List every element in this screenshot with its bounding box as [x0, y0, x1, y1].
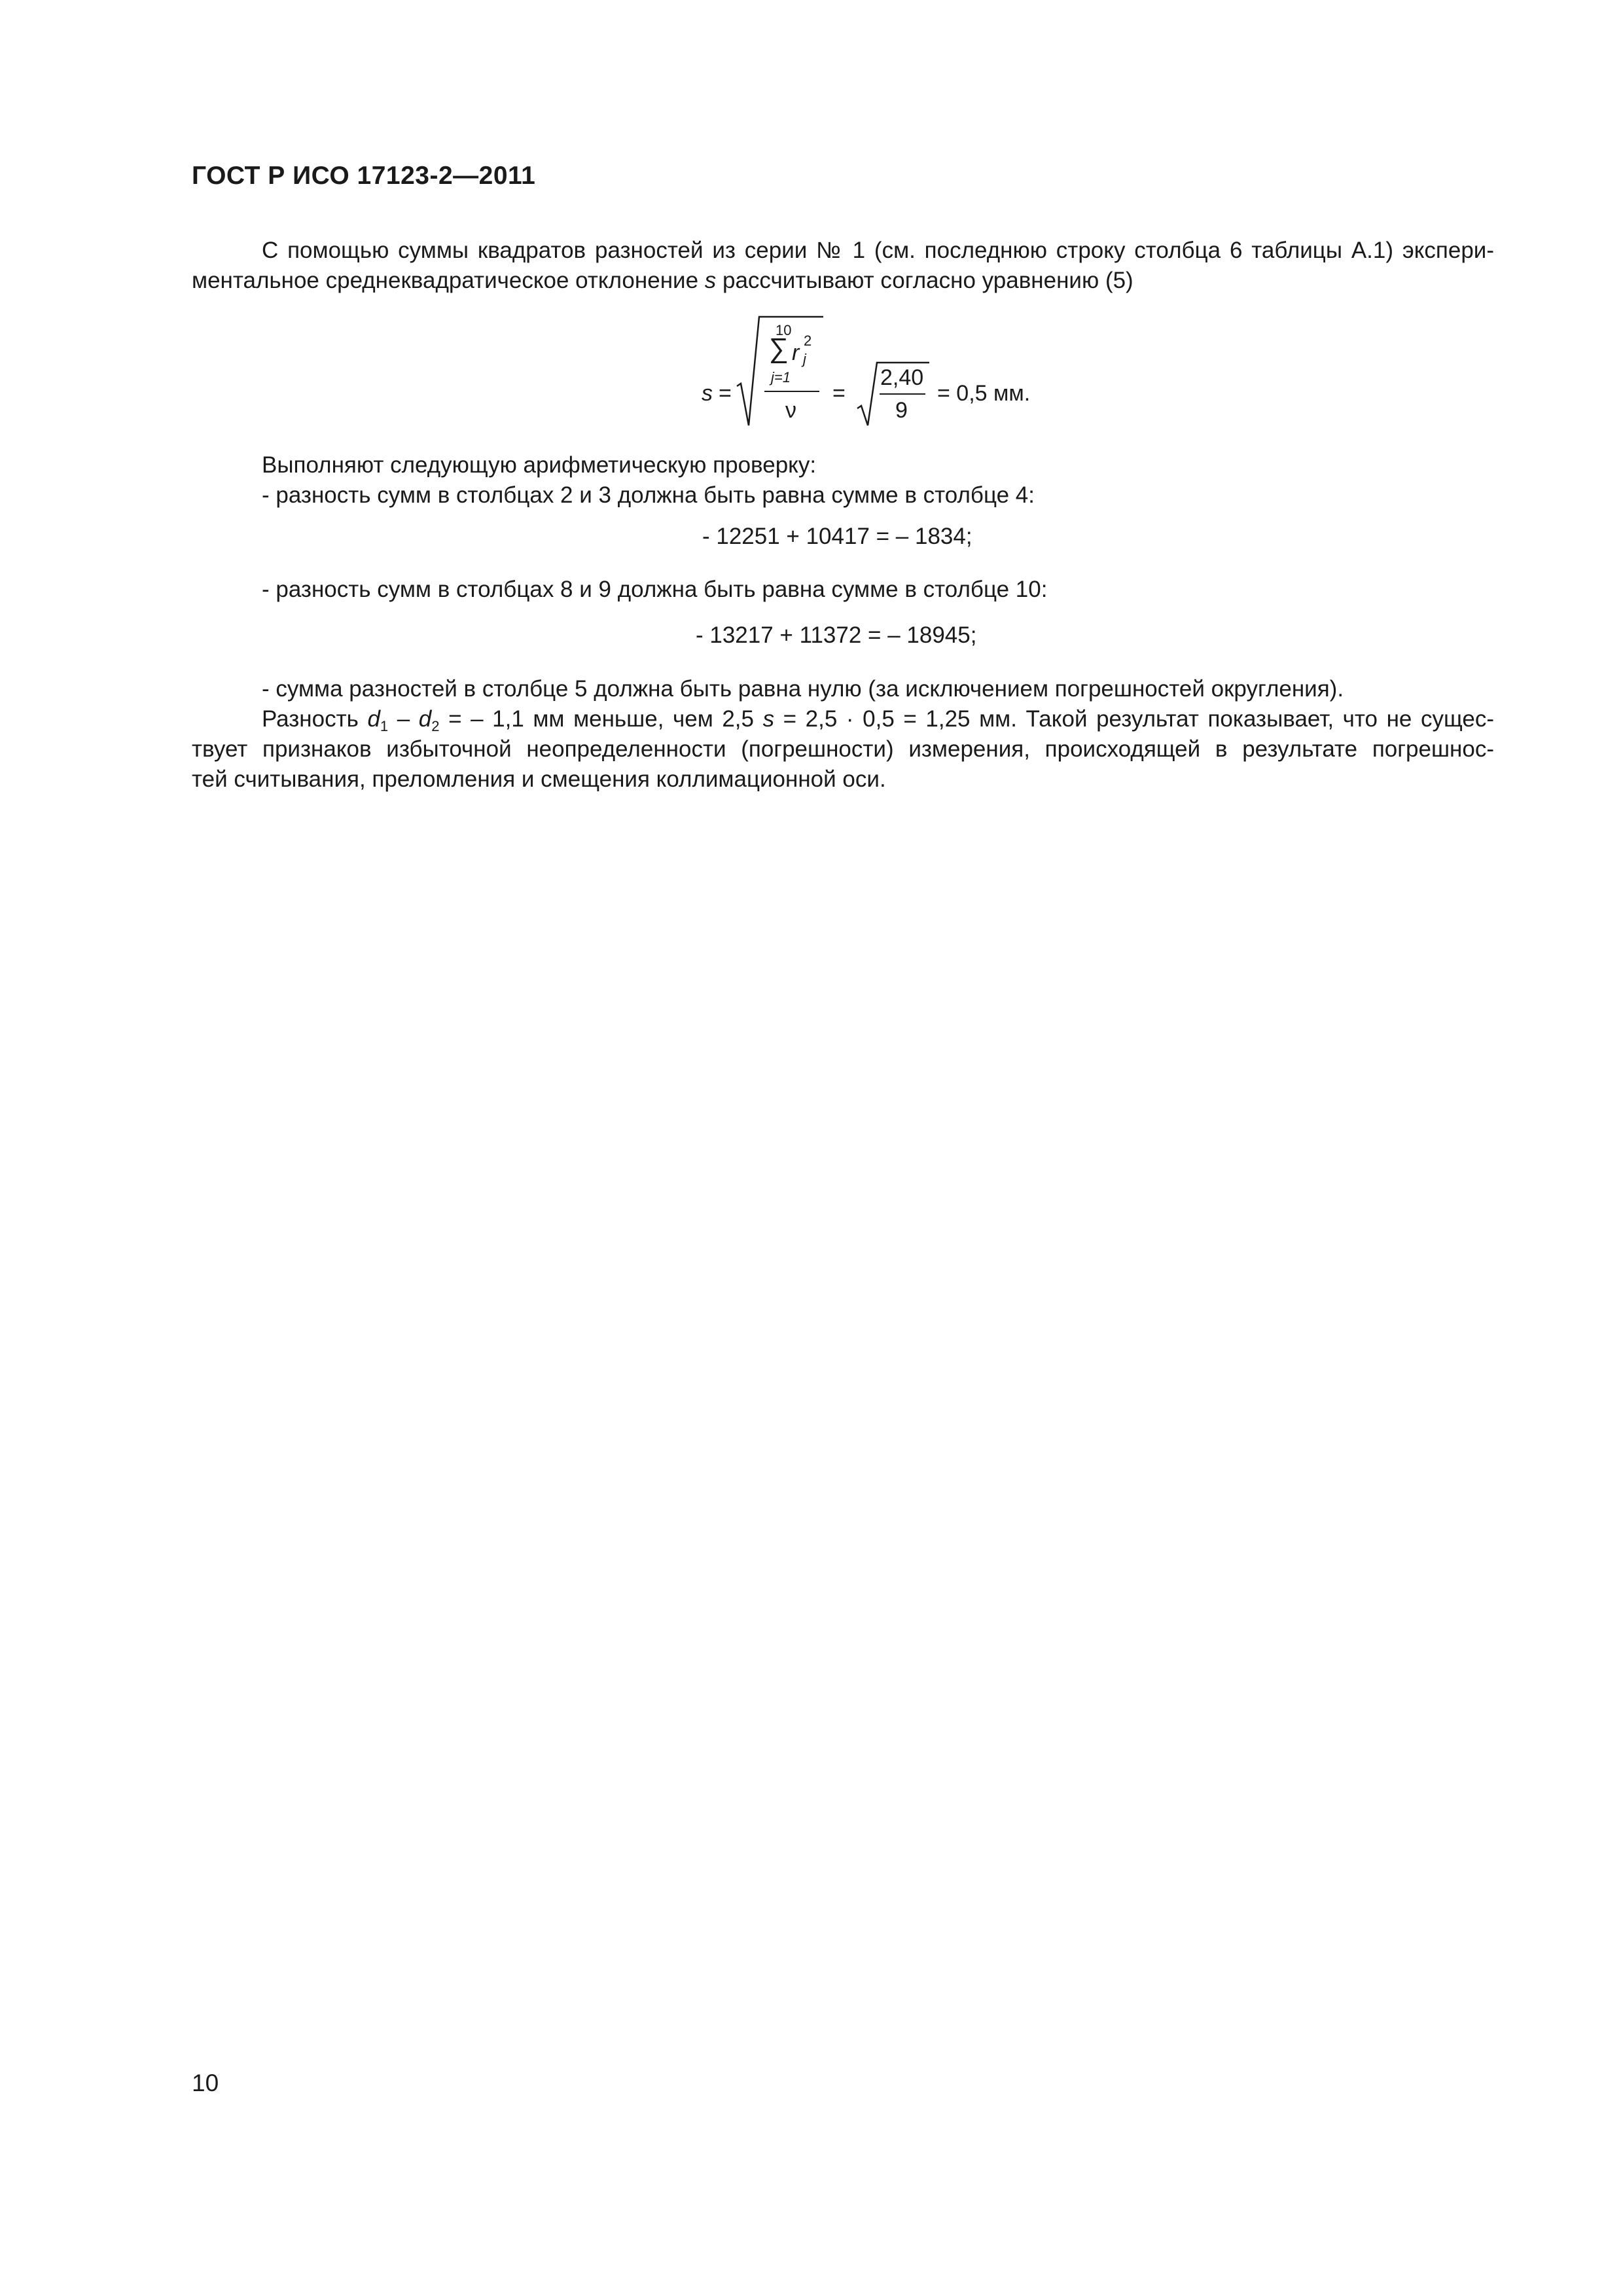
paragraph-check-line1: Выполняют следующую арифметическую проверку:: [262, 452, 817, 478]
formula-denominator-2: 9: [895, 398, 908, 423]
equation-1: - 12251 + 10417 = – 1834;: [702, 524, 972, 549]
formula-radicals: [681, 313, 1073, 431]
sum-lower-limit: j=1: [771, 369, 791, 386]
paragraph-conclusion-line1: - сумма разностей в столбце 5 должна быть равна нулю (за исключением погрешностей округления).: [262, 676, 1344, 702]
paragraph-conclusion-line3: твует признаков избыточной неопределенности (погрешности) измерения, происходящей в результате погрешнос-: [192, 736, 1494, 762]
sum-symbol: ∑: [769, 332, 789, 363]
paragraph-conclusion-line2: Разность $d_1 - d_2$ = – 1,1 мм меньше, чем 2,5 s = 2,5 · 0,5 = 1,25 мм. Такой результат показывает, что не сущес-: [262, 706, 1494, 734]
page-number: 10: [192, 2070, 219, 2096]
sum-upper-limit: 10: [776, 322, 792, 338]
formula-lhs: s: [702, 381, 713, 406]
formula-equals-2: =: [832, 381, 846, 406]
formula-denominator: ν: [785, 398, 796, 423]
paragraph-conclusion-line4: тей считывания, преломления и смещения коллимационной оси.: [192, 766, 886, 792]
paragraph-check-2: [192, 575, 1494, 605]
equation-2: - 13217 + 11372 = – 18945;: [696, 622, 977, 648]
paragraph-intro: [192, 236, 1494, 296]
formula-r: r: [792, 340, 800, 365]
std-deviation-formula: [681, 313, 1073, 431]
paragraph-check-2-line: - разность сумм в столбцах 8 и 9 должна быть равна сумме в столбце 10:: [262, 577, 1048, 602]
formula-r-sub: j: [803, 351, 806, 367]
paragraph-intro-line1: С помощью суммы квадратов разностей из серии № 1 (см. последнюю строку столбца 6 таблицы А.1) экспери-: [262, 238, 1494, 263]
paragraph-conclusion: [192, 674, 1494, 795]
formula-result: = 0,5 мм.: [937, 381, 1031, 406]
formula-numerator-2: 2,40: [880, 365, 924, 390]
document-header: ГОСТ Р ИСО 17123-2—2011: [192, 162, 536, 190]
paragraph-check: [192, 450, 1494, 511]
formula-r-sup: 2: [804, 332, 812, 349]
paragraph-intro-line2: ментальное среднеквадратическое отклонение s рассчитывают согласно уравнению (5): [192, 268, 1133, 293]
formula-equals: =: [719, 381, 732, 406]
paragraph-check-line2: - разность сумм в столбцах 2 и 3 должна быть равна сумме в столбце 4:: [262, 482, 1035, 508]
